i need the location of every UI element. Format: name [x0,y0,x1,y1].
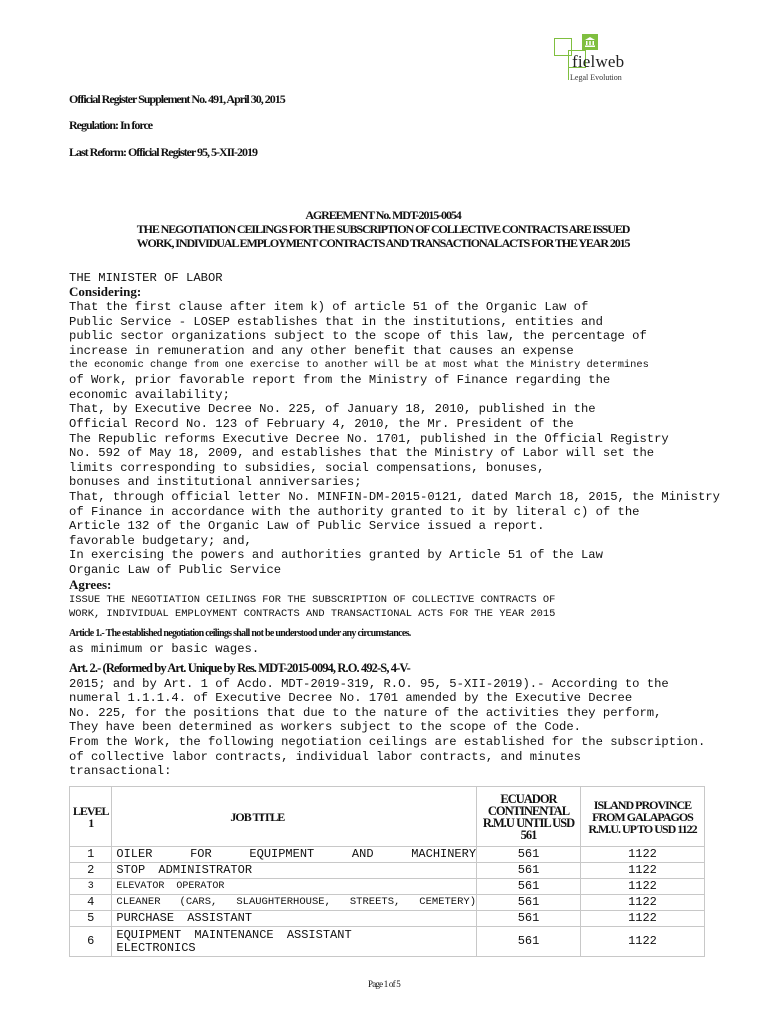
considering-line: In exercising the powers and authorities granted by Article 51 of the Law [69,548,603,562]
row-job-title: OILER FOR EQUIPMENT AND MACHINERY [116,847,477,861]
agreement-title-line-1: THE NEGOTIATION CEILINGS FOR THE SUBSCRIPTION OF COLLECTIVE CONTRACTS ARE ISSUED [136,222,630,236]
row-level: 6 [70,927,112,957]
table-row [70,895,705,911]
table-row [70,847,705,863]
row-job-title: STOP ADMINISTRATOR [112,863,477,879]
considering-line: Public Service - LOSEP establishes that in the institutions, entities and [69,315,603,329]
agrees-heading: Agrees: [69,577,112,592]
considering-line: No. 592 of May 18, 2009, and establishes that the Ministry of Labor will set the [69,446,655,460]
considering-line: That, through official letter No. MINFIN-DM-2015-0121, dated March 18, 2015, the Ministry [69,490,720,504]
row-continental: 561 [477,863,581,879]
considering-line: Organic Law of Public Service [69,563,282,577]
considering-heading: Considering: [69,284,142,299]
logo-tagline: Legal Evolution [570,73,622,82]
row-job-title: CLEANER (CARS, SLAUGHTERHOUSE, STREETS, CEMETERY) [116,896,477,908]
row-job-cell [112,927,477,957]
row-level: 4 [70,895,112,911]
row-level: 3 [70,879,112,895]
row-job-title: EQUIPMENT MAINTENANCE ASSISTANT [116,927,352,942]
regulation-line: Regulation: In force [69,118,153,132]
article-2-line: 2015; and by Art. 1 of Acdo. MDT-2019-319, R.O. 95, 5-XII-2019).- According to the [69,677,669,691]
table-row [70,911,705,927]
row-island: 1122 [580,863,704,879]
considering-line: the economic change from one exercise to another will be at most what the Ministry determines [69,359,649,371]
header-island: ISLAND PROVINCE FROM GALAPAGOS R.M.U. UP TO USD 1122 [580,787,704,847]
header-continental: ECUADOR CONTINENTAL R.M.U UNTIL USD 561 [477,787,581,847]
row-continental: 561 [477,911,581,927]
row-level: 2 [70,863,112,879]
considering-line: limits corresponding to subsidies, social compensations, bonuses, [69,461,545,475]
row-island: 1122 [580,895,704,911]
courthouse-icon [584,36,596,48]
row-continental: 561 [477,879,581,895]
row-continental: 561 [477,895,581,911]
considering-line: public sector organizations subject to the scope of this law, the percentage of [69,329,647,343]
row-job-cell [112,895,477,911]
article-2-line: of collective labor contracts, individual labor contracts, and minutes [69,750,581,764]
negotiation-ceilings-table [69,786,705,957]
agreement-title-line-2: WORK, INDIVIDUAL EMPLOYMENT CONTRACTS AND TRANSACTIONAL ACTS FOR THE YEAR 2015 [136,236,630,250]
row-island: 1122 [580,847,704,863]
article-2-line: From the Work, the following negotiation ceilings are established for the subscription. [69,735,706,749]
row-level: 1 [70,847,112,863]
last-reform-line: Last Reform: Official Register 95, 5-XII-2019 [69,145,258,159]
agrees-line: ISSUE THE NEGOTIATION CEILINGS FOR THE SUBSCRIPTION OF COLLECTIVE CONTRACTS OF [69,594,556,606]
considering-line: Article 132 of the Organic Law of Public Service issued a report. [69,519,545,533]
article-2-line: No. 225, for the positions that due to the nature of the activities they perform, [69,706,662,720]
row-job-title-cont: ELECTRONICS [116,940,196,955]
considering-line: economic availability; [69,388,230,402]
header-job-title: JOB TITLE [112,787,477,847]
row-job-cell [112,847,477,863]
row-island: 1122 [580,911,704,927]
considering-line: of Finance in accordance with the authority granted to it by literal c) of the [69,505,640,519]
article-1-heading: Article 1.- The established negotiation ceilings shall not be understood under any circumstances. [69,628,411,639]
minister-line: THE MINISTER OF LABOR [69,271,223,285]
page-number: Page 1 of 5 [368,979,400,989]
table-row [70,879,705,895]
article-1-line: as minimum or basic wages. [69,642,260,656]
row-continental: 561 [477,847,581,863]
agrees-line: WORK, INDIVIDUAL EMPLOYMENT CONTRACTS AND TRANSACTIONAL ACTS FOR THE YEAR 2015 [69,608,556,620]
row-continental: 561 [477,927,581,957]
agreement-number: AGREEMENT No. MDT-2015-0054 [305,208,461,222]
article-2-line: They have been determined as workers subject to the scope of the Code. [69,720,581,734]
row-island: 1122 [580,927,704,957]
row-job-title: PURCHASE ASSISTANT [112,911,477,927]
header-level: LEVEL 1 [70,787,112,847]
table-row [70,927,705,957]
logo-line [568,66,569,80]
considering-line: increase in remuneration and any other benefit that causes an expense [69,344,574,358]
article-2-line: numeral 1.1.1.4. of Executive Decree No. 1701 amended by the Executive Decree [69,691,633,705]
logo-wordmark: fielweb [572,52,625,71]
table-row [70,863,705,879]
fielweb-logo [548,30,708,84]
considering-line: Official Record No. 123 of February 4, 2010, the Mr. President of the [69,417,574,431]
considering-line: That, by Executive Decree No. 225, of January 18, 2010, published in the [69,402,596,416]
considering-line: of Work, prior favorable report from the Ministry of Finance regarding the [69,373,611,387]
register-line: Official Register Supplement No. 491, April 30, 2015 [69,92,285,106]
considering-line: favorable budgetary; and, [69,534,252,548]
considering-line: That the first clause after item k) of article 51 of the Organic Law of [69,300,589,314]
considering-line: The Republic reforms Executive Decree No. 1701, published in the Official Registry [69,432,669,446]
table-header-row [70,787,705,847]
considering-line: bonuses and institutional anniversaries; [69,475,362,489]
row-island: 1122 [580,879,704,895]
article-2-line: transactional: [69,764,172,778]
row-job-title: ELEVATOR OPERATOR [112,879,477,895]
row-level: 5 [70,911,112,927]
article-2-heading: Art. 2.- (Reformed by Art. Unique by Res. MDT-2015-0094, R.O. 492-S, 4-V- [69,661,410,675]
